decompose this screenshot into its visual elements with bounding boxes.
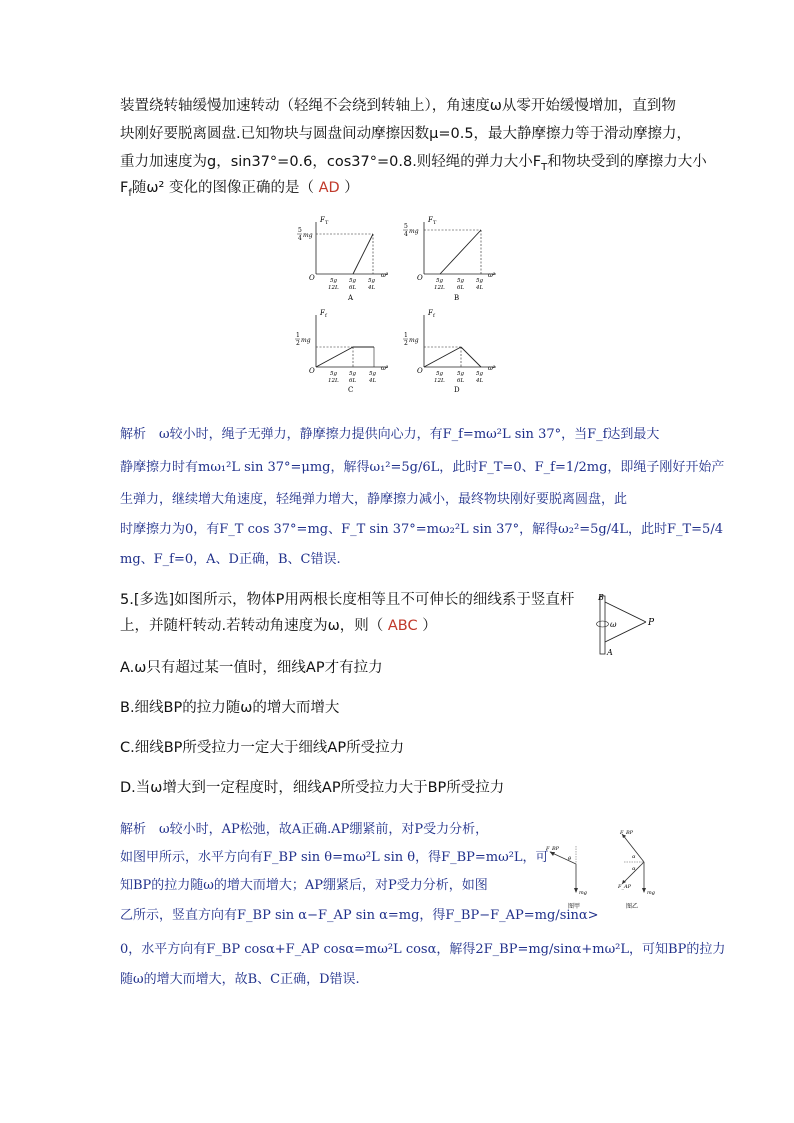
- svg-text:2: 2: [404, 340, 408, 347]
- svg-text:O: O: [417, 367, 423, 375]
- sol4-line-5: mg、F_f=0，A、D正确，B、C错误.: [120, 552, 341, 567]
- sol4-line-2: 静摩擦力时有mω₁²L sin 37°=μmg，解得ω₁²=5g/6L，此时F_T=0、F_f=1/2mg，即绳子刚好开始产: [120, 460, 725, 475]
- graph-d: [403, 309, 496, 394]
- svg-text:A: A: [607, 648, 613, 657]
- q4-stem-line-4: $F_f$随ω² 变化的图像正确的是（ AD ）: [120, 180, 359, 199]
- svg-text:α: α: [632, 854, 636, 860]
- svg-text:5g: 5g: [476, 371, 484, 377]
- svg-text:12L: 12L: [328, 285, 339, 291]
- svg-text:图甲: 图甲: [568, 903, 581, 910]
- svg-text:5g: 5g: [349, 278, 357, 284]
- svg-text:4: 4: [298, 235, 302, 242]
- svg-text:ω²: ω²: [488, 272, 496, 279]
- force-diagram-jia: [545, 846, 587, 910]
- q4-graph-figure: [290, 212, 510, 402]
- svg-text:ω²: ω²: [381, 365, 389, 372]
- svg-text:T: T: [325, 220, 329, 226]
- sol5-force-diagrams: [540, 826, 680, 916]
- q4-stem-line-2: 块刚好要脱离圆盘.已知物块与圆盘间动摩擦因数μ=0.5，最大静摩擦力等于滑动摩擦力，: [120, 126, 692, 142]
- svg-text:5g: 5g: [457, 371, 465, 377]
- svg-text:5g: 5g: [368, 278, 376, 284]
- sol5-line-2: 如图甲所示，水平方向有F_BP sin θ=mω²L sin θ，得F_BP=mω²L，可: [120, 850, 549, 865]
- svg-text:mg: mg: [647, 890, 655, 896]
- svg-text:6L: 6L: [457, 378, 465, 384]
- svg-text:4L: 4L: [476, 285, 484, 291]
- svg-text:O: O: [309, 367, 315, 375]
- svg-text:4L: 4L: [368, 285, 376, 291]
- svg-text:ω²: ω²: [488, 365, 496, 372]
- svg-text:mg: mg: [409, 228, 419, 235]
- svg-text:6L: 6L: [349, 285, 357, 291]
- graph-a: [297, 216, 389, 302]
- sol4-line-1: 解析 ω较小时，绳子无弹力，静摩擦力提供向心力，有F_f=mω²L sin 37°，当F_f达到最大: [120, 427, 660, 442]
- sol5-line-4: 乙所示，竖直方向有F_BP sin α−F_AP sin α=mg，得F_BP−F_AP=mg/sinα>: [120, 908, 599, 923]
- sol5-line-3: 知BP的拉力随ω的增大而增大；AP绷紧后，对P受力分析，如图: [120, 878, 488, 893]
- svg-text:F: F: [320, 309, 325, 317]
- svg-text:F_BP: F_BP: [546, 846, 560, 852]
- svg-text:f: f: [433, 313, 435, 319]
- q4-stem-line-3: 重力加速度为g，sin37°=0.6，cos37°=0.8.则轻绳的弹力大小$F_T$和物块受到的摩擦力大小: [120, 154, 707, 173]
- sol5-line-5: 0，水平方向有F_BP cosα+F_AP cosα=mω²L cosα，解得2F_BP=mg/sinα+mω²L，可知BP的拉力: [120, 942, 726, 957]
- svg-text:mg: mg: [303, 232, 313, 239]
- svg-text:5g: 5g: [457, 278, 465, 284]
- q5-rod-figure: [586, 590, 666, 660]
- sol5-line-6: 随ω的增大而增大，故B、C正确，D错误.: [120, 972, 360, 987]
- svg-text:α: α: [632, 866, 636, 872]
- svg-text:5: 5: [404, 223, 408, 230]
- svg-text:4L: 4L: [369, 378, 377, 384]
- sol4-line-3: 生弹力，继续增大角速度，轻绳弹力增大，静摩擦力减小，最终物块刚好要脱离圆盘，此: [120, 492, 628, 507]
- svg-text:mg: mg: [579, 890, 587, 896]
- svg-text:5g: 5g: [436, 278, 444, 284]
- svg-text:F: F: [428, 216, 433, 224]
- svg-text:O: O: [309, 274, 315, 282]
- svg-text:F_AP: F_AP: [618, 884, 631, 890]
- svg-text:4: 4: [404, 231, 408, 238]
- svg-text:F_BP: F_BP: [620, 830, 634, 836]
- q5-option-a: A.ω只有超过某一值时，细线AP才有拉力: [120, 660, 383, 676]
- graph-c: [295, 309, 389, 394]
- q5-option-d: D.当ω增大到一定程度时，细线AP所受拉力大于BP所受拉力: [120, 780, 505, 796]
- svg-text:2: 2: [296, 340, 300, 347]
- svg-text:f: f: [325, 313, 327, 319]
- svg-text:P: P: [648, 618, 655, 628]
- svg-text:F: F: [428, 309, 433, 317]
- q5-stem-line-1: 5.[多选]如图所示，物体P用两根长度相等且不可伸长的细线系于竖直杆: [120, 592, 575, 608]
- svg-text:B: B: [454, 294, 460, 302]
- svg-text:ω: ω: [610, 620, 617, 629]
- svg-text:6L: 6L: [457, 285, 465, 291]
- svg-text:5g: 5g: [436, 371, 444, 377]
- svg-text:D: D: [454, 386, 460, 394]
- svg-text:5g: 5g: [349, 371, 357, 377]
- svg-text:ω²: ω²: [381, 272, 389, 279]
- svg-text:F: F: [320, 216, 325, 224]
- q4-stem-line-1: 装置绕转轴缓慢加速转动（轻绳不会绕到转轴上），角速度ω从零开始缓慢增加，直到物: [120, 98, 676, 114]
- sol5-line-1: 解析 ω较小时，AP松弛，故A正确.AP绷紧前，对P受力分析，: [120, 822, 489, 837]
- svg-text:C: C: [348, 386, 354, 394]
- svg-text:5g: 5g: [476, 278, 484, 284]
- svg-text:6L: 6L: [349, 378, 357, 384]
- svg-text:B: B: [598, 593, 604, 602]
- svg-text:5g: 5g: [330, 278, 338, 284]
- svg-text:图乙: 图乙: [626, 903, 639, 910]
- svg-text:mg: mg: [301, 337, 311, 344]
- q5-stem-line-2: 上，并随杆转动.若转动角速度为ω，则（ ABC ）: [120, 618, 437, 634]
- svg-text:5g: 5g: [330, 371, 338, 377]
- svg-text:O: O: [417, 274, 423, 282]
- svg-text:1: 1: [404, 332, 408, 339]
- svg-text:5g: 5g: [369, 371, 377, 377]
- force-diagram-yi: [617, 830, 655, 910]
- sol4-line-4: 时摩擦力为0，有F_T cos 37°=mg、F_T sin 37°=mω₂²L sin 37°，解得ω₂²=5g/4L，此时F_T=5/4: [120, 522, 723, 537]
- svg-text:1: 1: [296, 332, 300, 339]
- svg-text:5: 5: [298, 227, 302, 234]
- q5-option-b: B.细线BP的拉力随ω的增大而增大: [120, 700, 340, 716]
- svg-text:θ: θ: [568, 856, 572, 862]
- svg-text:12L: 12L: [328, 378, 339, 384]
- graph-b: [403, 216, 496, 302]
- q5-answer: ABC: [387, 618, 418, 634]
- svg-text:mg: mg: [409, 337, 419, 344]
- svg-text:4L: 4L: [476, 378, 484, 384]
- q5-option-c: C.细线BP所受拉力一定大于细线AP所受拉力: [120, 740, 405, 756]
- svg-text:A: A: [348, 294, 354, 302]
- svg-text:12L: 12L: [434, 285, 445, 291]
- q4-answer: AD: [318, 180, 340, 196]
- svg-text:T: T: [433, 220, 437, 226]
- svg-text:12L: 12L: [434, 378, 445, 384]
